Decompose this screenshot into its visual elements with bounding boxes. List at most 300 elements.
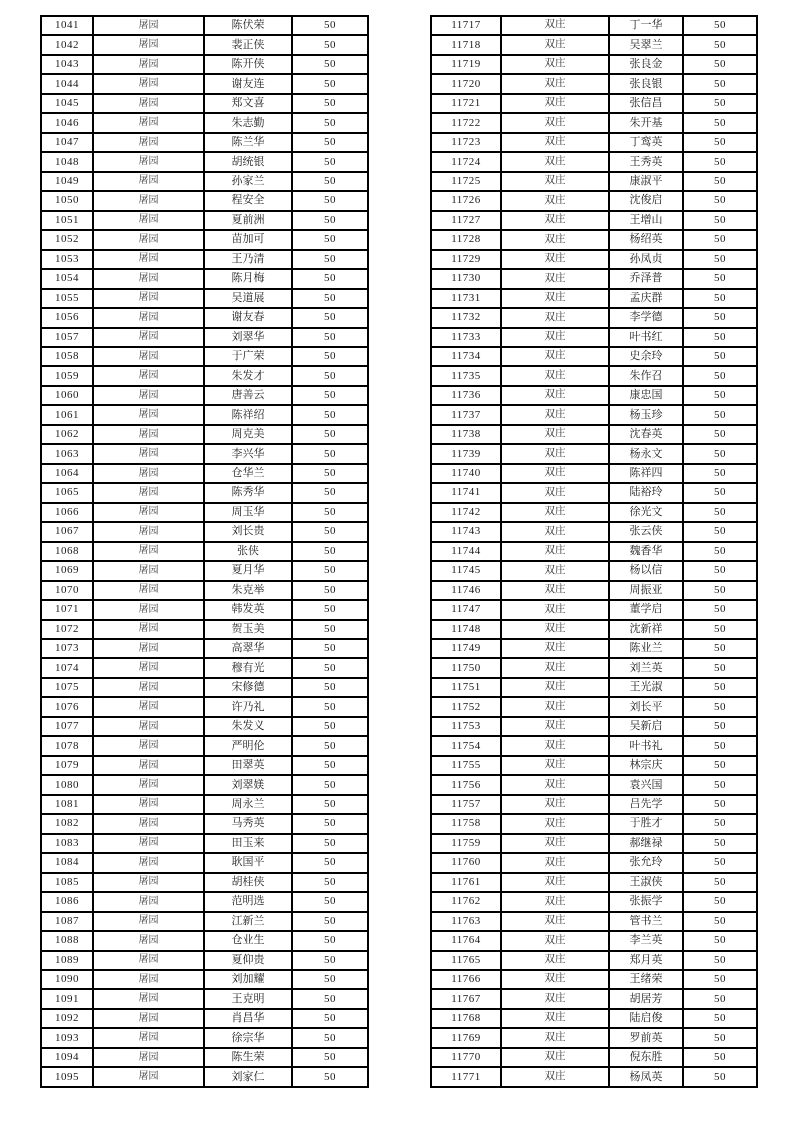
table-row — [431, 678, 757, 697]
cell-village: 双庄 — [501, 347, 609, 366]
cell-person-name: 董学启 — [609, 600, 683, 619]
table-row — [431, 308, 757, 327]
cell-village: 双庄 — [501, 289, 609, 308]
cell-person-name: 乔泽普 — [609, 269, 683, 288]
cell-person-name: 周振亚 — [609, 581, 683, 600]
cell-serial-number: 1042 — [41, 35, 93, 54]
cell-person-name: 杨永文 — [609, 444, 683, 463]
table-row — [41, 503, 368, 522]
cell-village: 屠园 — [93, 250, 204, 269]
cell-amount: 50 — [292, 55, 368, 74]
cell-amount: 50 — [292, 366, 368, 385]
cell-serial-number: 11739 — [431, 444, 501, 463]
cell-amount: 50 — [292, 873, 368, 892]
cell-person-name: 吴道展 — [204, 289, 292, 308]
cell-amount: 50 — [292, 230, 368, 249]
cell-village: 双庄 — [501, 483, 609, 502]
table-row — [431, 152, 757, 171]
cell-person-name: 丁一华 — [609, 16, 683, 35]
cell-serial-number: 11755 — [431, 756, 501, 775]
cell-person-name: 严明伦 — [204, 736, 292, 755]
cell-village: 屠园 — [93, 775, 204, 794]
cell-village: 屠园 — [93, 678, 204, 697]
cell-person-name: 谢友春 — [204, 308, 292, 327]
cell-serial-number: 11752 — [431, 697, 501, 716]
cell-amount: 50 — [292, 736, 368, 755]
cell-village: 屠园 — [93, 425, 204, 444]
cell-amount: 50 — [292, 133, 368, 152]
cell-person-name: 周永兰 — [204, 795, 292, 814]
table-row — [431, 94, 757, 113]
cell-village: 屠园 — [93, 912, 204, 931]
table-row — [41, 678, 368, 697]
cell-serial-number: 1070 — [41, 581, 93, 600]
cell-person-name: 马秀英 — [204, 814, 292, 833]
cell-amount: 50 — [683, 483, 757, 502]
cell-person-name: 仓华兰 — [204, 464, 292, 483]
table-row — [431, 736, 757, 755]
cell-amount: 50 — [292, 756, 368, 775]
cell-village: 屠园 — [93, 658, 204, 677]
cell-serial-number: 1055 — [41, 289, 93, 308]
cell-village: 双庄 — [501, 55, 609, 74]
cell-amount: 50 — [292, 522, 368, 541]
cell-village: 屠园 — [93, 853, 204, 872]
table-row — [41, 289, 368, 308]
cell-amount: 50 — [292, 289, 368, 308]
table-row — [431, 503, 757, 522]
table-row — [431, 795, 757, 814]
table-row — [431, 639, 757, 658]
cell-amount: 50 — [683, 269, 757, 288]
cell-amount: 50 — [683, 697, 757, 716]
cell-amount: 50 — [292, 16, 368, 35]
cell-serial-number: 1061 — [41, 405, 93, 424]
cell-amount: 50 — [683, 892, 757, 911]
table-row — [431, 191, 757, 210]
cell-serial-number: 11723 — [431, 133, 501, 152]
cell-serial-number: 1049 — [41, 172, 93, 191]
cell-serial-number: 11722 — [431, 113, 501, 132]
cell-person-name: 贺玉美 — [204, 620, 292, 639]
cell-person-name: 张良金 — [609, 55, 683, 74]
cell-amount: 50 — [292, 1028, 368, 1047]
cell-serial-number: 1044 — [41, 74, 93, 93]
table-row — [431, 172, 757, 191]
cell-serial-number: 11725 — [431, 172, 501, 191]
table-row — [431, 230, 757, 249]
cell-serial-number: 1069 — [41, 561, 93, 580]
cell-amount: 50 — [292, 892, 368, 911]
table-row — [431, 250, 757, 269]
cell-village: 双庄 — [501, 191, 609, 210]
cell-village: 屠园 — [93, 814, 204, 833]
cell-amount: 50 — [292, 328, 368, 347]
cell-serial-number: 11737 — [431, 405, 501, 424]
cell-amount: 50 — [683, 386, 757, 405]
cell-amount: 50 — [292, 678, 368, 697]
cell-amount: 50 — [683, 94, 757, 113]
cell-village: 屠园 — [93, 970, 204, 989]
cell-amount: 50 — [292, 581, 368, 600]
cell-village: 双庄 — [501, 230, 609, 249]
cell-serial-number: 1050 — [41, 191, 93, 210]
cell-village: 双庄 — [501, 328, 609, 347]
cell-amount: 50 — [683, 113, 757, 132]
cell-village: 双庄 — [501, 1009, 609, 1028]
table-row — [431, 483, 757, 502]
cell-amount: 50 — [683, 308, 757, 327]
cell-serial-number: 11751 — [431, 678, 501, 697]
cell-amount: 50 — [292, 191, 368, 210]
table-row — [41, 250, 368, 269]
table-row — [41, 1048, 368, 1067]
cell-serial-number: 11743 — [431, 522, 501, 541]
cell-village: 屠园 — [93, 35, 204, 54]
cell-amount: 50 — [683, 172, 757, 191]
table-row — [41, 756, 368, 775]
table-row — [41, 1009, 368, 1028]
table-row — [431, 931, 757, 950]
table-row — [431, 1028, 757, 1047]
cell-serial-number: 1062 — [41, 425, 93, 444]
cell-amount: 50 — [683, 1048, 757, 1067]
table-row — [41, 853, 368, 872]
cell-serial-number: 1077 — [41, 717, 93, 736]
cell-amount: 50 — [292, 639, 368, 658]
cell-person-name: 陈祥绍 — [204, 405, 292, 424]
table-row — [431, 989, 757, 1008]
cell-person-name: 朱开基 — [609, 113, 683, 132]
cell-village: 双庄 — [501, 775, 609, 794]
table-row — [431, 873, 757, 892]
table-row — [41, 970, 368, 989]
cell-village: 屠园 — [93, 328, 204, 347]
cell-amount: 50 — [683, 464, 757, 483]
cell-serial-number: 11764 — [431, 931, 501, 950]
cell-person-name: 张允玲 — [609, 853, 683, 872]
table-row — [41, 892, 368, 911]
cell-amount: 50 — [683, 678, 757, 697]
cell-serial-number: 1095 — [41, 1067, 93, 1087]
cell-village: 屠园 — [93, 931, 204, 950]
cell-village: 双庄 — [501, 581, 609, 600]
cell-person-name: 孙家兰 — [204, 172, 292, 191]
cell-amount: 50 — [683, 1028, 757, 1047]
cell-serial-number: 11769 — [431, 1028, 501, 1047]
table-row — [431, 912, 757, 931]
cell-serial-number: 11735 — [431, 366, 501, 385]
cell-person-name: 吴新启 — [609, 717, 683, 736]
cell-amount: 50 — [683, 853, 757, 872]
cell-village: 屠园 — [93, 366, 204, 385]
cell-serial-number: 1087 — [41, 912, 93, 931]
table-row — [41, 1067, 368, 1087]
cell-amount: 50 — [292, 444, 368, 463]
cell-village: 屠园 — [93, 308, 204, 327]
table-row — [41, 269, 368, 288]
table-row — [431, 620, 757, 639]
table-row — [431, 756, 757, 775]
cell-amount: 50 — [292, 717, 368, 736]
cell-village: 双庄 — [501, 853, 609, 872]
table-row — [41, 561, 368, 580]
cell-amount: 50 — [683, 795, 757, 814]
cell-serial-number: 11767 — [431, 989, 501, 1008]
cell-person-name: 魏香华 — [609, 542, 683, 561]
cell-village: 屠园 — [93, 1048, 204, 1067]
cell-serial-number: 1071 — [41, 600, 93, 619]
cell-village: 屠园 — [93, 347, 204, 366]
cell-village: 屠园 — [93, 600, 204, 619]
cell-amount: 50 — [292, 94, 368, 113]
cell-village: 双庄 — [501, 1048, 609, 1067]
cell-amount: 50 — [683, 561, 757, 580]
cell-person-name: 张侠 — [204, 542, 292, 561]
cell-person-name: 张振学 — [609, 892, 683, 911]
cell-village: 屠园 — [93, 522, 204, 541]
cell-person-name: 吴翠兰 — [609, 35, 683, 54]
table-row — [41, 951, 368, 970]
cell-serial-number: 11766 — [431, 970, 501, 989]
table-row — [41, 620, 368, 639]
cell-serial-number: 11721 — [431, 94, 501, 113]
table-row — [41, 873, 368, 892]
cell-village: 双庄 — [501, 269, 609, 288]
cell-amount: 50 — [683, 522, 757, 541]
cell-person-name: 刘加耀 — [204, 970, 292, 989]
cell-amount: 50 — [292, 483, 368, 502]
cell-amount: 50 — [683, 912, 757, 931]
table-row — [431, 697, 757, 716]
cell-serial-number: 1058 — [41, 347, 93, 366]
cell-serial-number: 11753 — [431, 717, 501, 736]
cell-amount: 50 — [683, 717, 757, 736]
cell-village: 屠园 — [93, 561, 204, 580]
table-row — [431, 892, 757, 911]
cell-serial-number: 11746 — [431, 581, 501, 600]
table-row — [431, 1067, 757, 1087]
table-row — [431, 425, 757, 444]
table-row — [431, 55, 757, 74]
cell-amount: 50 — [683, 873, 757, 892]
cell-village: 屠园 — [93, 620, 204, 639]
cell-village: 双庄 — [501, 211, 609, 230]
cell-amount: 50 — [683, 1009, 757, 1028]
cell-person-name: 袁兴国 — [609, 775, 683, 794]
cell-village: 双庄 — [501, 1028, 609, 1047]
cell-village: 双庄 — [501, 931, 609, 950]
cell-person-name: 李兰英 — [609, 931, 683, 950]
roster-table-right — [430, 15, 758, 1088]
cell-village: 双庄 — [501, 425, 609, 444]
table-row — [41, 697, 368, 716]
cell-village: 双庄 — [501, 912, 609, 931]
cell-person-name: 唐善云 — [204, 386, 292, 405]
cell-serial-number: 11761 — [431, 873, 501, 892]
cell-village: 屠园 — [93, 133, 204, 152]
cell-amount: 50 — [683, 581, 757, 600]
cell-serial-number: 1065 — [41, 483, 93, 502]
cell-amount: 50 — [683, 230, 757, 249]
cell-serial-number: 1091 — [41, 989, 93, 1008]
cell-serial-number: 1043 — [41, 55, 93, 74]
cell-village: 屠园 — [93, 483, 204, 502]
cell-amount: 50 — [292, 775, 368, 794]
cell-serial-number: 11718 — [431, 35, 501, 54]
cell-amount: 50 — [292, 172, 368, 191]
cell-person-name: 丁鸾英 — [609, 133, 683, 152]
cell-serial-number: 1073 — [41, 639, 93, 658]
cell-village: 双庄 — [501, 561, 609, 580]
table-row — [41, 366, 368, 385]
cell-amount: 50 — [683, 16, 757, 35]
table-row — [41, 16, 368, 35]
cell-serial-number: 1082 — [41, 814, 93, 833]
table-row — [41, 989, 368, 1008]
cell-village: 屠园 — [93, 503, 204, 522]
cell-serial-number: 1041 — [41, 16, 93, 35]
cell-amount: 50 — [683, 191, 757, 210]
table-row — [431, 269, 757, 288]
table-row — [431, 35, 757, 54]
table-row — [431, 581, 757, 600]
cell-serial-number: 1078 — [41, 736, 93, 755]
cell-person-name: 王克明 — [204, 989, 292, 1008]
cell-village: 屠园 — [93, 152, 204, 171]
cell-serial-number: 11738 — [431, 425, 501, 444]
table-row — [431, 211, 757, 230]
cell-person-name: 夏月华 — [204, 561, 292, 580]
cell-person-name: 王乃清 — [204, 250, 292, 269]
cell-amount: 50 — [292, 561, 368, 580]
cell-person-name: 杨玉珍 — [609, 405, 683, 424]
cell-serial-number: 11770 — [431, 1048, 501, 1067]
cell-village: 双庄 — [501, 94, 609, 113]
cell-amount: 50 — [292, 795, 368, 814]
cell-person-name: 康忠国 — [609, 386, 683, 405]
cell-amount: 50 — [292, 74, 368, 93]
cell-person-name: 朱发才 — [204, 366, 292, 385]
cell-amount: 50 — [292, 1009, 368, 1028]
cell-serial-number: 11734 — [431, 347, 501, 366]
cell-amount: 50 — [683, 756, 757, 775]
cell-person-name: 刘翠华 — [204, 328, 292, 347]
table-row — [41, 55, 368, 74]
cell-serial-number: 1048 — [41, 152, 93, 171]
cell-serial-number: 11768 — [431, 1009, 501, 1028]
table-row — [41, 600, 368, 619]
cell-person-name: 李兴华 — [204, 444, 292, 463]
table-row — [41, 483, 368, 502]
cell-serial-number: 11733 — [431, 328, 501, 347]
cell-amount: 50 — [683, 834, 757, 853]
cell-serial-number: 11748 — [431, 620, 501, 639]
table-row — [41, 74, 368, 93]
cell-village: 屠园 — [93, 94, 204, 113]
cell-person-name: 陈兰华 — [204, 133, 292, 152]
table-row — [431, 133, 757, 152]
table-row — [431, 658, 757, 677]
roster-table-left-body — [41, 16, 368, 1087]
cell-serial-number: 11749 — [431, 639, 501, 658]
cell-amount: 50 — [292, 542, 368, 561]
table-row — [41, 542, 368, 561]
cell-person-name: 陈月梅 — [204, 269, 292, 288]
cell-person-name: 罗前英 — [609, 1028, 683, 1047]
cell-serial-number: 11719 — [431, 55, 501, 74]
cell-serial-number: 11758 — [431, 814, 501, 833]
cell-serial-number: 1063 — [41, 444, 93, 463]
table-row — [431, 366, 757, 385]
table-row — [41, 464, 368, 483]
cell-serial-number: 1094 — [41, 1048, 93, 1067]
cell-person-name: 倪东胜 — [609, 1048, 683, 1067]
cell-person-name: 王光淑 — [609, 678, 683, 697]
table-row — [41, 736, 368, 755]
table-row — [431, 405, 757, 424]
cell-person-name: 李学德 — [609, 308, 683, 327]
cell-amount: 50 — [683, 1067, 757, 1087]
cell-village: 屠园 — [93, 386, 204, 405]
cell-village: 屠园 — [93, 834, 204, 853]
cell-serial-number: 11728 — [431, 230, 501, 249]
cell-person-name: 陈秀华 — [204, 483, 292, 502]
cell-serial-number: 1092 — [41, 1009, 93, 1028]
cell-serial-number: 1086 — [41, 892, 93, 911]
cell-serial-number: 11727 — [431, 211, 501, 230]
cell-person-name: 杨凤英 — [609, 1067, 683, 1087]
cell-serial-number: 11756 — [431, 775, 501, 794]
cell-amount: 50 — [683, 444, 757, 463]
cell-serial-number: 11726 — [431, 191, 501, 210]
cell-person-name: 陈业兰 — [609, 639, 683, 658]
cell-serial-number: 11760 — [431, 853, 501, 872]
cell-person-name: 王秀英 — [609, 152, 683, 171]
cell-person-name: 夏前洲 — [204, 211, 292, 230]
cell-amount: 50 — [683, 639, 757, 658]
cell-person-name: 陆裕玲 — [609, 483, 683, 502]
cell-village: 屠园 — [93, 697, 204, 716]
cell-village: 双庄 — [501, 522, 609, 541]
cell-person-name: 杨绍英 — [609, 230, 683, 249]
cell-village: 屠园 — [93, 795, 204, 814]
cell-person-name: 裴正侠 — [204, 35, 292, 54]
cell-village: 屠园 — [93, 16, 204, 35]
cell-serial-number: 1081 — [41, 795, 93, 814]
cell-person-name: 陆启俊 — [609, 1009, 683, 1028]
cell-village: 屠园 — [93, 1009, 204, 1028]
cell-amount: 50 — [292, 386, 368, 405]
cell-person-name: 吕先学 — [609, 795, 683, 814]
cell-person-name: 范明选 — [204, 892, 292, 911]
cell-amount: 50 — [683, 74, 757, 93]
table-row — [431, 542, 757, 561]
cell-person-name: 江新兰 — [204, 912, 292, 931]
cell-serial-number: 11740 — [431, 464, 501, 483]
table-row — [41, 230, 368, 249]
cell-person-name: 叶书红 — [609, 328, 683, 347]
cell-person-name: 穆有光 — [204, 658, 292, 677]
cell-village: 屠园 — [93, 191, 204, 210]
cell-amount: 50 — [292, 1048, 368, 1067]
cell-village: 屠园 — [93, 892, 204, 911]
table-row — [41, 444, 368, 463]
cell-person-name: 苗加可 — [204, 230, 292, 249]
cell-village: 双庄 — [501, 756, 609, 775]
cell-amount: 50 — [292, 951, 368, 970]
cell-amount: 50 — [683, 600, 757, 619]
